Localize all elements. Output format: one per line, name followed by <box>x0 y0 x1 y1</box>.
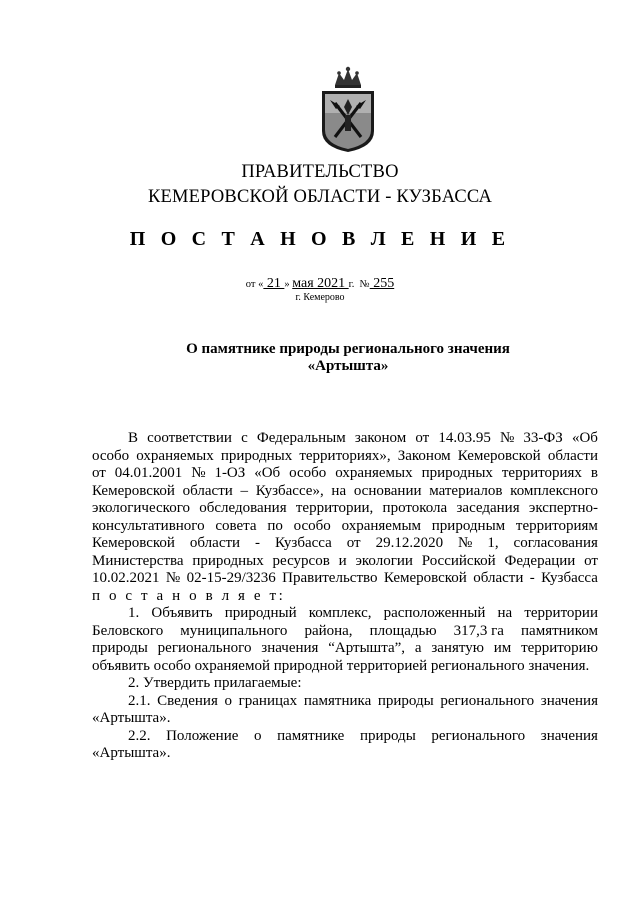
body-line <box>92 570 598 588</box>
body-word: Министерства <box>92 552 184 569</box>
body-line <box>92 658 598 676</box>
body-line <box>92 710 598 728</box>
body-word: согласования <box>513 535 598 551</box>
body-word: Кузбасса <box>275 535 332 551</box>
body-word: территориям <box>515 517 598 534</box>
body-word: - <box>529 570 535 586</box>
body-word: обследования <box>199 500 287 516</box>
body-word: № <box>458 535 473 551</box>
body-word: комплекс, <box>308 605 372 621</box>
body-word: Сведения <box>157 692 218 709</box>
body-word: от <box>346 535 361 551</box>
body-word: района, <box>304 622 353 639</box>
date-mid: » <box>284 279 293 290</box>
body-word: занятую <box>431 640 484 656</box>
body-word: 317,3 га <box>453 622 504 639</box>
body-word: территории <box>524 605 598 621</box>
body-word: Беловского <box>92 622 164 639</box>
body-word: 04.01.2001 <box>114 465 183 481</box>
body-word: экологического <box>92 500 190 516</box>
body-word: особо <box>289 465 327 481</box>
body-word: «Об <box>571 430 598 446</box>
body-word: регионального <box>157 640 252 656</box>
body-word: ресурсов <box>272 552 330 569</box>
body-word: охраняемым <box>341 517 422 534</box>
body-word: Кемеровской <box>92 482 175 499</box>
body-word: 1-ОЗ <box>214 465 246 481</box>
body-word: Кузбассе», <box>255 482 324 499</box>
body-word: Положение <box>166 727 239 744</box>
body-word: Кемеровской <box>383 570 467 586</box>
body-word: 1. <box>128 605 140 621</box>
body-word: комплексного <box>510 482 598 499</box>
body-word: Кемеровской <box>92 535 175 551</box>
body-line <box>92 500 598 518</box>
body-word: В <box>128 430 139 446</box>
body-word: № <box>191 465 206 481</box>
body-word: экспертно- <box>528 500 598 516</box>
body-word: области <box>547 447 598 464</box>
body-word: материалов <box>429 482 503 499</box>
body-word: и <box>338 552 347 569</box>
body-word: природных <box>220 447 293 464</box>
body-word: Правительство <box>282 570 378 586</box>
body-line <box>92 588 598 606</box>
body-word: Федеральным <box>256 430 346 446</box>
body-word: 10.02.2021 <box>92 570 160 586</box>
body-word: «Об <box>254 465 281 481</box>
date-prefix: от « <box>245 279 264 290</box>
body-word: с <box>241 430 248 446</box>
body-word: “Артышта”, <box>328 640 406 656</box>
body-word: протокола <box>382 500 448 516</box>
government-title-line-1: ПРАВИТЕЛЬСТВО <box>241 162 399 182</box>
body-word: памятника <box>303 692 372 709</box>
body-word: законом <box>354 430 407 446</box>
document-type-heading: П О С Т А Н О В Л Е Н И Е <box>129 228 511 250</box>
body-word: природы <box>359 727 416 744</box>
body-word: на <box>331 482 347 499</box>
document-title-line-1: О памятнике природы регионального значения <box>186 341 510 357</box>
body-word: Кемеровской <box>457 447 541 464</box>
body-word: Кузбасса <box>541 570 598 586</box>
body-word: памятником <box>521 622 598 639</box>
body-word: регионального <box>440 692 535 709</box>
body-word: в <box>590 465 598 481</box>
body-line <box>92 430 598 448</box>
body-word: охраняемых <box>136 447 214 464</box>
body-word: территорию <box>521 640 598 656</box>
body-word: природным <box>431 517 506 534</box>
body-word: территориях <box>501 465 582 481</box>
body-word: а <box>414 640 422 656</box>
body-word: основании <box>353 482 422 499</box>
document-body <box>92 430 598 763</box>
document-title-line-2: «Артышта» <box>307 358 389 374</box>
body-word: регионального <box>431 727 526 744</box>
kuzbass-coat-of-arms-icon <box>315 63 381 153</box>
body-word: Законом <box>397 447 451 464</box>
body-line <box>92 535 598 553</box>
body-word: значения <box>540 692 598 709</box>
body-word: области <box>189 535 241 551</box>
body-word: 29.12.2020 <box>375 535 444 551</box>
body-word: № <box>165 570 181 586</box>
body-line <box>92 483 598 501</box>
body-word: Федерации <box>504 552 576 569</box>
body-word: экологии <box>355 552 413 569</box>
body-line <box>92 448 598 466</box>
body-word: 2.2. <box>128 727 151 744</box>
body-line <box>92 623 598 641</box>
body-word: области <box>473 570 524 586</box>
body-line <box>92 745 598 763</box>
body-line <box>92 518 598 536</box>
body-text: объявить особо охраняемой природной территорией регионального значения. <box>92 657 590 674</box>
body-line <box>92 640 598 658</box>
body-word: – <box>240 482 249 499</box>
body-word: расположенный <box>383 605 486 621</box>
body-word: от <box>415 430 430 446</box>
body-word: Российской <box>421 552 496 569</box>
body-word: от <box>584 552 598 569</box>
body-word: 02-15-29/3236 <box>186 570 276 586</box>
body-line <box>92 675 598 693</box>
body-word: о <box>253 727 262 744</box>
date-year-suffix: г. <box>348 279 355 290</box>
body-word: № <box>499 430 515 446</box>
body-word: значения <box>261 640 319 656</box>
body-word: природный <box>224 605 297 621</box>
body-word: о <box>224 692 232 709</box>
body-word: 2.1. <box>128 692 151 709</box>
city-label: г. Кемерово <box>295 292 345 303</box>
body-word: 1, <box>487 535 499 551</box>
body-word: памятнике <box>277 727 345 744</box>
date-day: 21 <box>263 276 285 291</box>
body-word: по <box>267 517 283 534</box>
body-word: границах <box>238 692 298 709</box>
body-word: Объявить <box>151 605 213 621</box>
body-word: природы <box>377 692 434 709</box>
body-word: площадью <box>369 622 437 639</box>
body-word: особо <box>293 517 331 534</box>
date-line <box>0 276 640 292</box>
body-text: «Артышта». <box>92 710 171 726</box>
body-word: муниципального <box>180 622 288 639</box>
body-word: особо <box>92 447 130 464</box>
body-word: на <box>497 605 513 621</box>
body-word: 14.03.95 <box>438 430 491 446</box>
number-label: № <box>359 279 370 290</box>
body-word: территориях», <box>299 447 391 464</box>
body-word: соответствии <box>147 430 232 446</box>
body-word: природы <box>92 640 148 656</box>
body-word: им <box>493 640 512 656</box>
document-number: 255 <box>369 276 395 291</box>
body-text: «Артышта». <box>92 745 171 761</box>
body-word: природных <box>192 552 264 569</box>
body-line <box>92 465 598 483</box>
body-word: от <box>92 465 106 481</box>
government-title-line-2: КЕМЕРОВСКОЙ ОБЛАСТИ - КУЗБАССА <box>147 187 493 207</box>
body-line <box>92 553 598 571</box>
body-word: природных <box>421 465 493 481</box>
body-word: - <box>255 535 261 551</box>
body-word: охраняемых <box>335 465 413 481</box>
body-line <box>92 605 598 623</box>
body-word: значения <box>540 727 598 744</box>
body-word: заседания <box>456 500 520 516</box>
body-word: территории, <box>295 500 374 516</box>
body-word: 33-ФЗ <box>523 430 563 446</box>
body-word: консультативного <box>92 517 205 534</box>
date-month-year: мая 2021 <box>292 276 349 291</box>
body-word: области <box>182 482 233 499</box>
body-word: совета <box>215 517 257 534</box>
body-text: 2. Утвердить прилагаемые: <box>128 675 302 691</box>
body-line <box>92 728 598 746</box>
body-line <box>92 693 598 711</box>
body-text: п о с т а н о в л я е т: <box>92 587 286 604</box>
